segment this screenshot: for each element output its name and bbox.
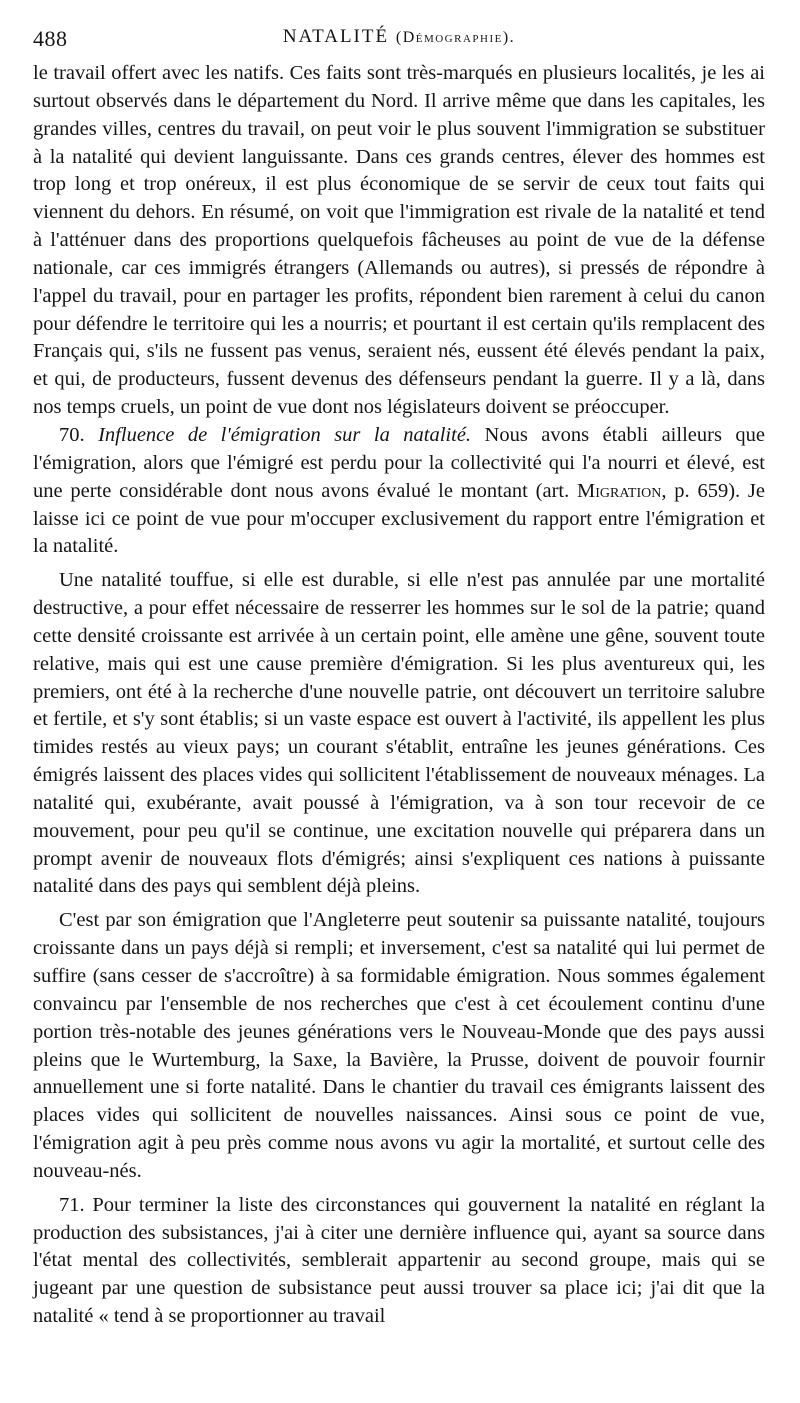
body-text — [33, 60, 765, 1331]
running-title-main: NATALITÉ — [282, 26, 390, 47]
section-title: Influence de l'émigration sur la natalité. — [98, 423, 472, 446]
article-reference: Migration — [577, 479, 662, 502]
running-title — [33, 26, 765, 48]
paragraph-text: , p. 659). Je laisse ici ce point de vue pour m'occuper exclusivement du rapport entre l'émigration et la natalité. — [33, 479, 765, 558]
document-page — [33, 26, 765, 1331]
section-number: 71. — [59, 1193, 85, 1216]
page-number: 488 — [33, 26, 68, 51]
paragraph-text: Nous avons établi ailleurs que l'émigration, alors que l'émigré est perdu pour la collectivité qui l'a nourri et élevé, est une perte considérable dont nous avons évalué le montant (art. — [33, 423, 765, 502]
paragraph-section-71 — [33, 1192, 765, 1331]
section-number: 70. — [59, 423, 85, 446]
paragraph-continuation: le travail offert avec les natifs. Ces faits sont très-marqués en plusieurs localités, je les ai surtout observés dans le département du Nord. Il arrive même que dans les capitales, les grandes villes, centres du travail, on peut voir le plus souvent l'immigration se substituer à la natalité qui devient languissante. Dans ces grands centres, élever des hommes est trop long et trop onéreux, il est plus économique de se servir de ceux tout faits qui viennent du dehors. En résumé, on voit que l'immigration est rivale de la natalité et tend à l'atténuer dans des proportions quelquefois fâcheuses au point de vue de la défense nationale, car ces immigrés étrangers (Allemands ou autres), si pressés de répondre à l'appel du travail, pour en partager les profits, répondent bien rarement à celui du canon pour défendre le territoire qui les a nourris; et pourtant il est certain qu'ils remplacent des Français qui, s'ils ne fussent pas venus, seraient nés, eussent été élevés pendant la paix, et qui, de producteurs, fussent devenus des défenseurs pendant la guerre. Il y a là, dans nos temps cruels, un point de vue dont nos législateurs doivent se préoccuper. — [33, 62, 765, 419]
paragraph: C'est par son émigration que l'Angleterre peut soutenir sa puissante natalité, toujours croissante dans un pays déjà si rempli; et inversement, c'est sa natalité qui lui permet de suffire (sans cesser de s'accroître) à sa formidable émigration. Nous sommes également convaincu par l'ensemble de nos recherches que c'est à cet écoulement continu d'une portion très-notable des jeunes générations vers le Nouveau-Monde que des pays aussi pleins que le Wurtemburg, la Saxe, la Bavière, la Prusse, doivent de pouvoir fournir annuellement une si forte natalité. Dans le chantier du travail ces émigrants laissent des places vides qui sollicitent de nouvelles naissances. Ainsi sous ce point de vue, l'émigration agit à peu près comme nous avons vu agir la mortalité, et surtout celle des nouveau-nés. — [33, 909, 765, 1182]
paragraph: Une natalité touffue, si elle est durable, si elle n'est pas annulée par une mortalité destructive, a pour effet nécessaire de resserrer les hommes sur le sol de la patrie; quand cette densité croissante est arrivée à un certain point, elle amène une gêne, souvent toute relative, mais qui est une cause première d'émigration. Si les plus aventureux qui, les premiers, ont été à la recherche d'une nouvelle patrie, ont découvert un territoire salubre et fertile, et s'y sont établis; si un vaste espace est ouvert à l'activité, ils appellent les plus timides restés au vieux pays; un courant s'établit, entraîne les jeunes générations. Ces émigrés laissent des places vides qui sollicitent l'établissement de nouveaux ménages. La natalité qui, exubérante, avait poussé à l'émigration, va à son tour recevoir de ce mouvement, pour peu qu'il se continue, une excitation nouvelle qui préparera dans un prompt avenir de nouveaux flots d'émigrés; ainsi s'expliquent ces nations à puissante natalité dans des pays qui semblent déjà pleins. — [33, 569, 765, 898]
running-header — [33, 26, 765, 60]
paragraph-section-70 — [33, 422, 765, 561]
paragraph-text: Pour terminer la liste des circonstances qui gouvernent la natalité en réglant la production des subsistances, j'ai à citer une dernière influence qui, ayant sa source dans l'état mental des collectivités, semblerait appartenir au second groupe, mais qui se jugeant par une question de subsistance peut aussi trouver sa place ici; j'ai dit que la natalité « tend à se proportionner au travail — [33, 1193, 765, 1328]
running-title-subtitle: (Démographie). — [395, 29, 516, 46]
